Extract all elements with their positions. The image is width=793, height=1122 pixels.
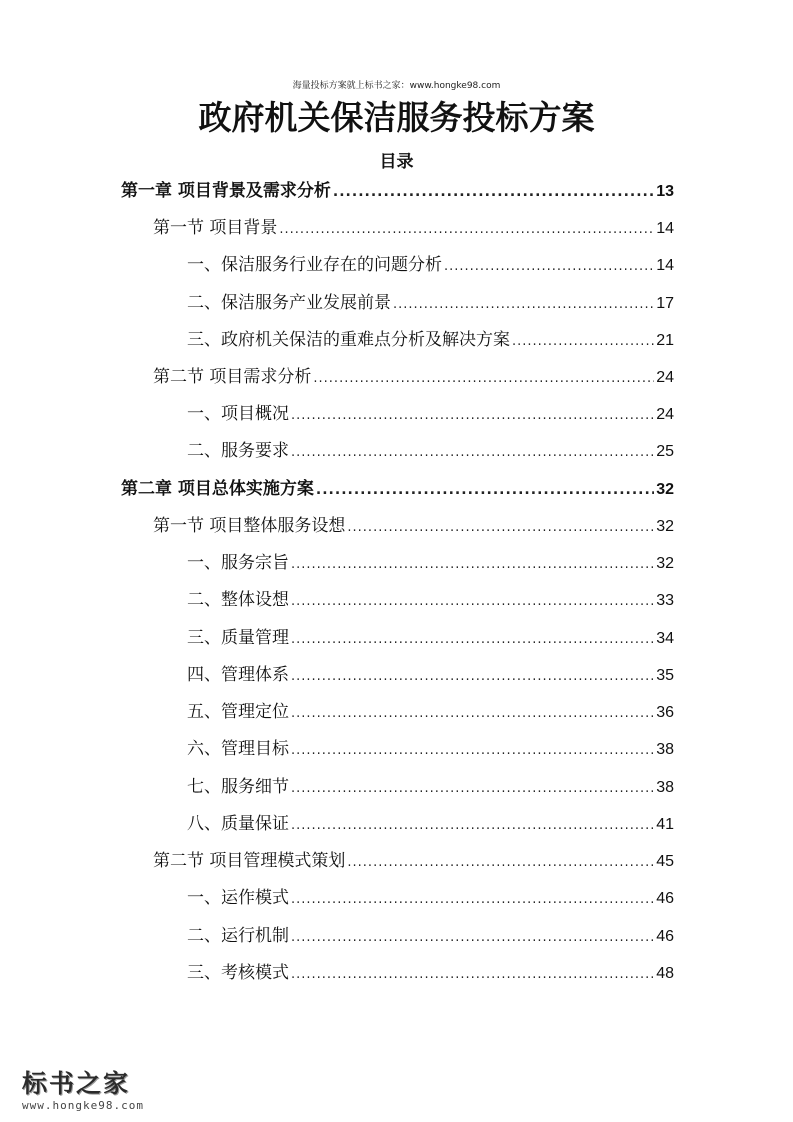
toc-entry[interactable]: [153, 511, 674, 537]
toc-leader-dots: [291, 669, 654, 684]
toc-entry-label: 七、服务细节: [187, 777, 289, 797]
toc-entry-page: 34: [656, 630, 674, 647]
toc-entry-label: 第二章 项目总体实施方案: [121, 479, 314, 499]
toc-leader-dots: [291, 445, 654, 460]
toc-entry[interactable]: [187, 623, 674, 649]
toc-entry[interactable]: [153, 846, 674, 872]
toc-entry[interactable]: [187, 250, 674, 276]
toc-leader-dots: [291, 818, 654, 833]
toc-entry-label: 一、项目概况: [187, 404, 289, 424]
toc-entry-page: 38: [656, 741, 674, 758]
toc-entry-label: 第一章 项目背景及需求分析: [121, 181, 331, 201]
toc-entry-label: 六、管理目标: [187, 739, 289, 759]
toc-entry-page: 38: [656, 779, 674, 796]
toc-entry-label: 三、质量管理: [187, 628, 289, 648]
toc-entry-page: 32: [656, 481, 674, 498]
toc-leader-dots: [444, 259, 654, 274]
toc-entry-label: 八、质量保证: [187, 814, 289, 834]
toc-entry-label: 四、管理体系: [187, 665, 289, 685]
toc-leader-dots: [291, 594, 654, 609]
toc-entry-page: 46: [656, 890, 674, 907]
toc-entry-label: 一、保洁服务行业存在的问题分析: [187, 255, 442, 275]
toc-entry[interactable]: [121, 474, 674, 500]
toc-entry-page: 13: [656, 183, 674, 200]
toc-entry[interactable]: [121, 176, 674, 202]
toc-leader-dots: [291, 892, 654, 907]
toc-leader-dots: [291, 781, 654, 796]
toc-entry-page: 17: [656, 295, 674, 312]
toc-leader-dots: [279, 222, 654, 237]
toc-entry-page: 48: [656, 965, 674, 982]
toc-leader-dots: [347, 855, 654, 870]
toc-entry-page: 45: [656, 853, 674, 870]
toc-entry-label: 二、整体设想: [187, 590, 289, 610]
toc-entry[interactable]: [187, 921, 674, 947]
toc-entry-label: 第二节 项目管理模式策划: [153, 851, 346, 871]
toc-leader-dots: [291, 632, 654, 647]
toc-entry[interactable]: [187, 772, 674, 798]
toc-entry[interactable]: [187, 734, 674, 760]
toc-leader-dots: [333, 184, 654, 200]
toc-leader-dots: [512, 334, 654, 349]
toc-entry-label: 二、服务要求: [187, 441, 289, 461]
toc-entry[interactable]: [153, 213, 674, 239]
toc-entry-label: 三、政府机关保洁的重难点分析及解决方案: [187, 330, 510, 350]
toc-leader-dots: [291, 930, 654, 945]
toc-entry-page: 24: [656, 369, 674, 386]
brand-url: www.hongke98.com: [22, 1099, 144, 1112]
toc-entry-label: 第一节 项目背景: [153, 218, 278, 238]
toc-entry-label: 一、运作模式: [187, 888, 289, 908]
toc-entry[interactable]: [187, 809, 674, 835]
toc-entry-page: 46: [656, 928, 674, 945]
document-title: 政府机关保洁服务投标方案: [198, 98, 595, 137]
toc-entry-label: 一、服务宗旨: [187, 553, 289, 573]
toc-leader-dots: [291, 967, 654, 982]
toc-entry-label: 第一节 项目整体服务设想: [153, 516, 346, 536]
toc-entry-page: 25: [656, 443, 674, 460]
toc-entry-page: 33: [656, 592, 674, 609]
header-note: 海量投标方案就上标书之家：www.hongke98.com: [292, 81, 501, 91]
toc-entry[interactable]: [187, 883, 674, 909]
toc-leader-dots: [291, 408, 654, 423]
toc-heading: 目录: [379, 152, 414, 172]
toc-entry[interactable]: [187, 548, 674, 574]
toc-entry-page: 36: [656, 704, 674, 721]
toc-entry-label: 五、管理定位: [187, 702, 289, 722]
toc-entry-page: 21: [656, 332, 674, 349]
toc-entry-page: 24: [656, 406, 674, 423]
toc-entry-label: 二、保洁服务产业发展前景: [187, 293, 391, 313]
toc-leader-dots: [316, 482, 654, 498]
toc-entry-page: 14: [656, 257, 674, 274]
toc-entry-page: 41: [656, 816, 674, 833]
toc-entry-page: 32: [656, 518, 674, 535]
toc-entry-page: 35: [656, 667, 674, 684]
toc-entry-page: 14: [656, 220, 674, 237]
toc-leader-dots: [291, 706, 654, 721]
toc-entry[interactable]: [187, 585, 674, 611]
toc-entry-label: 第二节 项目需求分析: [153, 367, 312, 387]
toc-entry[interactable]: [187, 697, 674, 723]
toc-leader-dots: [291, 743, 654, 758]
toc-entry-label: 二、运行机制: [187, 926, 289, 946]
toc-entry[interactable]: [187, 958, 674, 984]
toc-leader-dots: [291, 557, 654, 572]
brand-watermark: [22, 1064, 162, 1112]
toc-entry[interactable]: [187, 660, 674, 686]
toc-entry[interactable]: [187, 288, 674, 314]
toc-entry[interactable]: [187, 436, 674, 462]
toc-entry-label: 三、考核模式: [187, 963, 289, 983]
toc-leader-dots: [393, 297, 654, 312]
toc-entry[interactable]: [153, 362, 674, 388]
toc-leader-dots: [347, 520, 654, 535]
toc-entry[interactable]: [187, 325, 674, 351]
brand-logo: 标书之家: [22, 1069, 131, 1098]
toc-entry-page: 32: [656, 555, 674, 572]
toc-entry[interactable]: [187, 399, 674, 425]
toc-leader-dots: [313, 371, 654, 386]
